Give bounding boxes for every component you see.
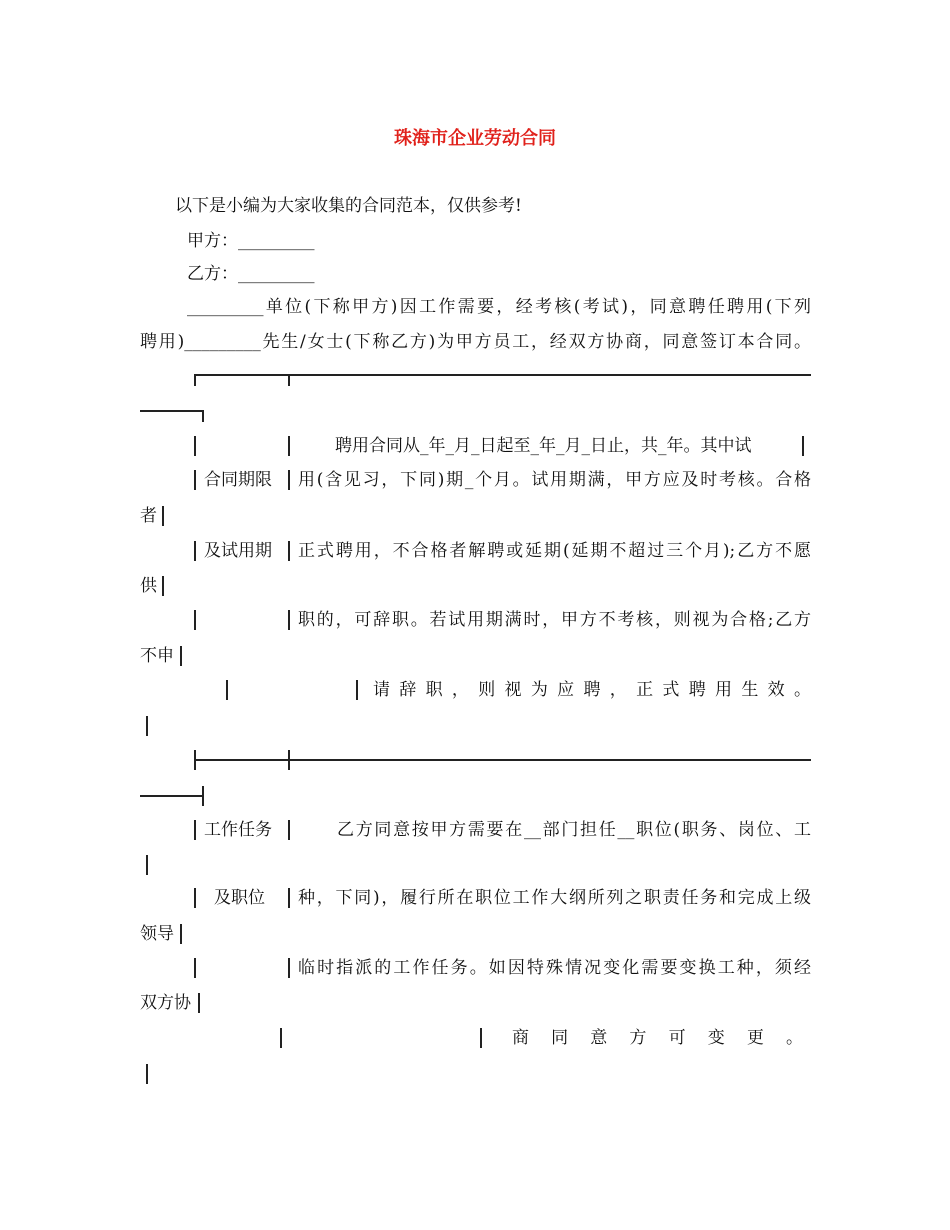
table-cell-border bbox=[288, 610, 290, 630]
paragraph-line: _________单位(下称甲方)因工作需要，经考核(考试)，同意聘任聘用(下列 bbox=[187, 297, 811, 317]
table-junction bbox=[202, 786, 204, 806]
wrapped-text: 不申 bbox=[140, 646, 174, 666]
table-cell-text: 正式聘用，不合格者解聘或延期(延期不超过三个月);乙方不愿 bbox=[298, 541, 811, 561]
row-label: 合同期限 bbox=[204, 470, 272, 490]
table-junction bbox=[194, 750, 196, 770]
table-cell-border bbox=[288, 470, 290, 490]
table-cell-border bbox=[194, 470, 196, 490]
table-cell-border bbox=[480, 1028, 482, 1048]
table-cell-border bbox=[226, 680, 228, 700]
party-b-line: 乙方：_________ bbox=[187, 264, 315, 284]
table-cell-text: 种，下同)，履行所在职位工作大纲所列之职责任务和完成上级 bbox=[298, 888, 811, 908]
table-cell-border bbox=[802, 436, 804, 456]
table-cell-border bbox=[194, 541, 196, 561]
table-corner bbox=[194, 374, 196, 386]
table-corner bbox=[288, 374, 290, 386]
table-cell-border bbox=[180, 646, 182, 666]
wrapped-text: 者 bbox=[140, 506, 157, 526]
table-cell-border bbox=[194, 958, 196, 978]
table-cell-text: 用(含见习，下同)期_个月。试用期满，甲方应及时考核。合格 bbox=[298, 470, 811, 490]
table-cell-border bbox=[280, 1028, 282, 1048]
table-cell-border bbox=[288, 436, 290, 456]
paragraph-line: 聘用)_________先生/女士(下称乙方)为甲方员工，经双方协商，同意签订本合同。 bbox=[140, 332, 811, 352]
table-cell-text: 聘用合同从_年_月_日起至_年_月_日止，共_年。其中试 bbox=[335, 436, 752, 456]
row-label: 及职位 bbox=[214, 888, 265, 908]
table-cell-border bbox=[146, 855, 148, 875]
table-cell-text: 临时指派的工作任务。如因特殊情况变化需要变换工种，须经 bbox=[298, 958, 811, 978]
table-cell-border bbox=[194, 888, 196, 908]
table-top-border-wrap bbox=[140, 410, 204, 412]
table-cell-border bbox=[146, 1064, 148, 1084]
table-cell-border bbox=[356, 680, 358, 700]
table-cell-text: 职的，可辞职。若试用期满时，甲方不考核，则视为合格;乙方 bbox=[298, 610, 811, 630]
party-a-line: 甲方：_________ bbox=[187, 231, 315, 251]
table-cell-border bbox=[288, 888, 290, 908]
table-cell-border bbox=[162, 506, 164, 526]
table-cell-border bbox=[288, 958, 290, 978]
wrapped-text: 领导 bbox=[140, 924, 174, 944]
table-cell-border bbox=[198, 993, 200, 1013]
intro-text: 以下是小编为大家收集的合同范本，仅供参考! bbox=[175, 196, 522, 216]
table-cell-border bbox=[162, 576, 164, 596]
table-cell-border bbox=[146, 716, 148, 736]
table-cell-border bbox=[194, 610, 196, 630]
table-cell-text: 乙方同意按甲方需要在__部门担任__职位(职务、岗位、工 bbox=[337, 820, 811, 840]
table-cell-border bbox=[180, 924, 182, 944]
table-cell-border bbox=[194, 820, 196, 840]
wrapped-text: 供 bbox=[140, 576, 157, 596]
table-cell-border bbox=[194, 436, 196, 456]
table-cell-text: 请辞职，则视为应聘，正式聘用生效。 bbox=[373, 680, 811, 700]
row-label: 工作任务 bbox=[204, 820, 272, 840]
wrapped-text: 双方协 bbox=[140, 993, 191, 1013]
table-row-divider-wrap bbox=[140, 795, 204, 797]
table-cell-border bbox=[288, 820, 290, 840]
table-cell-border bbox=[288, 541, 290, 561]
table-cell-text: 商同意方可变更。 bbox=[512, 1028, 803, 1048]
table-row-divider bbox=[194, 759, 811, 761]
table-junction bbox=[288, 750, 290, 770]
table-top-border bbox=[194, 374, 811, 376]
row-label: 及试用期 bbox=[204, 541, 272, 561]
table-corner bbox=[202, 410, 204, 422]
document-title: 珠海市企业劳动合同 bbox=[394, 128, 556, 149]
